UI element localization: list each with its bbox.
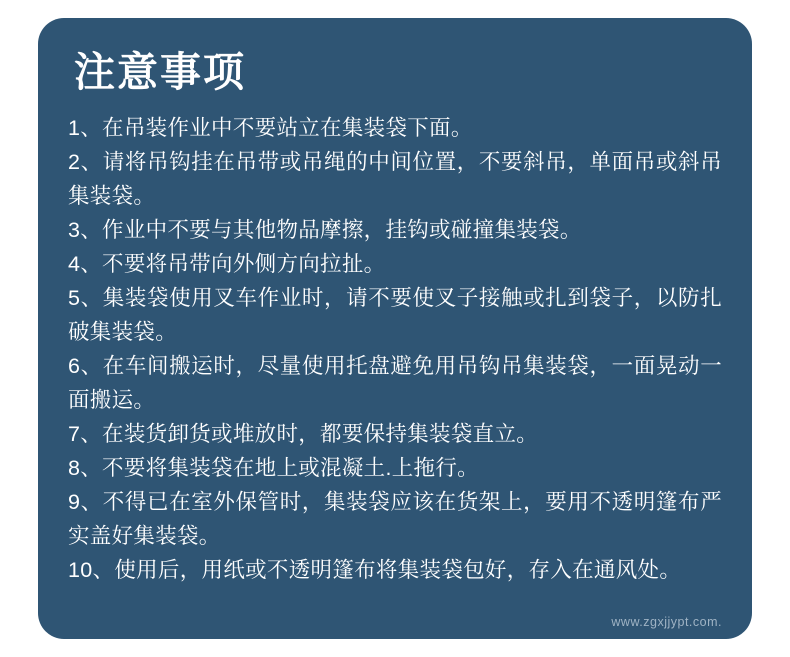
list-item: 5、集装袋使用叉车作业时，请不要使叉子接触或扎到袋子，以防扎破集装袋。 [68, 286, 722, 345]
list-item: 1、在吊装作业中不要站立在集装袋下面。 [68, 116, 473, 141]
list-item: 3、作业中不要与其他物品摩擦，挂钩或碰撞集装袋。 [68, 218, 582, 243]
notice-list [68, 111, 722, 587]
list-item: 8、不要将集装袋在地上或混凝土.上拖行。 [68, 456, 479, 481]
list-item: 9、不得已在室外保管时，集装袋应该在货架上，要用不透明篷布严实盖好集装袋。 [68, 490, 722, 549]
list-item: 6、在车间搬运时，尽量使用托盘避免用吊钩吊集装袋，一面晃动一面搬运。 [68, 354, 722, 413]
list-item: 10、使用后，用纸或不透明篷布将集装袋包好，存入在通风处。 [68, 558, 682, 583]
list-item: 7、在装货卸货或堆放时，都要保持集装袋直立。 [68, 422, 539, 447]
list-item: 4、不要将吊带向外侧方向拉扯。 [68, 252, 386, 277]
notice-card [38, 18, 752, 639]
page-title: 注意事项 [74, 49, 246, 95]
list-item: 2、请将吊钩挂在吊带或吊绳的中间位置，不要斜吊，单面吊或斜吊集装袋。 [68, 150, 722, 209]
watermark-text: www.zgxjjypt.com. [611, 615, 722, 629]
